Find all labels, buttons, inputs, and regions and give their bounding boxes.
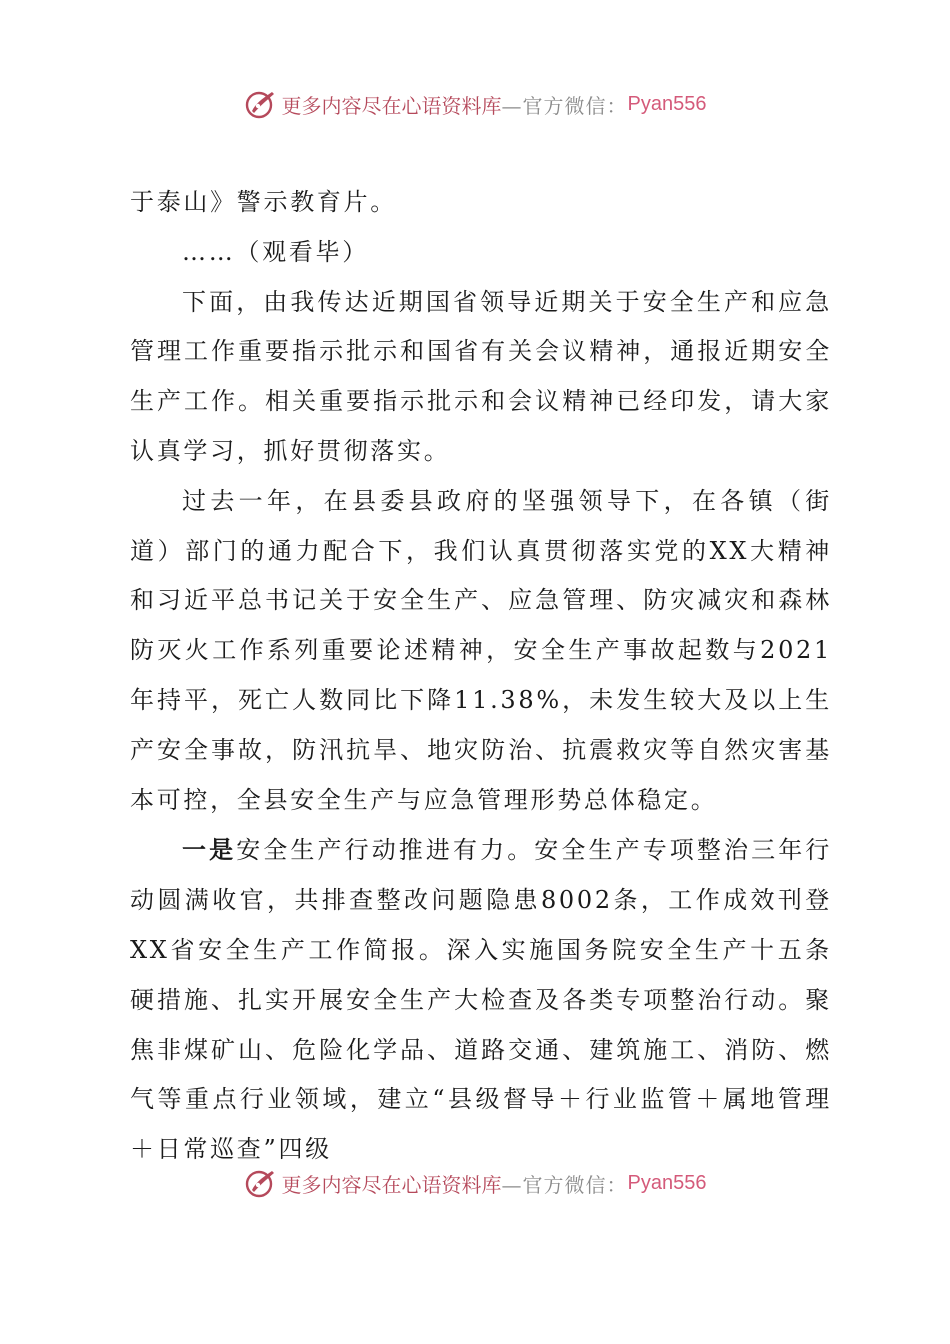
paragraph-5-text: 安全生产行动推进有力。安全生产专项整治三年行动圆满收官，共排查整改问题隐患8002条，工作成效刊登XX省安全生产工作简报。深入实施国务院安全生产十五条硬措施、扎实开展安全生产大检查及各类专项整治行动。聚焦非煤矿山、危险化学品、道路交通、建筑施工、消防、燃气等重点行业领域，建立“县级督导＋行业监管＋属地管理＋日常巡查”四级	[130, 836, 832, 1164]
paragraph-1-text: 于泰山》警示教育片。	[130, 188, 397, 216]
watermark-wechat-label: —官方微信：	[501, 1172, 628, 1197]
paragraph-3	[130, 278, 832, 477]
paragraph-1	[130, 178, 832, 228]
paragraph-3-text: 下面，由我传达近期国省领导近期关于安全生产和应急管理工作重要指示批示和国省有关会议精神，通报近期安全生产工作。相关重要指示批示和会议精神已经印发，请大家认真学习，抓好贯彻落实。	[130, 287, 832, 465]
paragraph-5-lead: 一是	[182, 835, 237, 865]
watermark-wechat-id: Pyan556	[627, 1171, 707, 1194]
footer-watermark	[0, 1163, 950, 1203]
pen-logo-icon	[244, 87, 278, 121]
paragraph-5	[130, 825, 832, 1175]
watermark-wechat-label: —官方微信：	[501, 93, 628, 118]
watermark-site-name: 更多内容尽在心语资料库	[281, 1172, 502, 1197]
pen-logo-icon	[244, 1166, 278, 1200]
watermark-wechat-id: Pyan556	[627, 92, 707, 115]
watermark-site-name: 更多内容尽在心语资料库	[281, 93, 502, 118]
document-body	[130, 178, 832, 1175]
paragraph-4	[130, 477, 832, 826]
paragraph-4-text: 过去一年，在县委县政府的坚强领导下，在各镇（街道）部门的通力配合下，我们认真贯彻落实党的XX大精神和习近平总书记关于安全生产、应急管理、防灾减灾和森林防灭火工作系列重要论述精神，安全生产事故起数与2021年持平，死亡人数同比下降11.38%，未发生较大及以上生产安全事故，防汛抗旱、地灾防治、抗震救灾等自然灾害基本可控，全县安全生产与应急管理形势总体稳定。	[130, 486, 832, 814]
paragraph-2	[130, 228, 832, 278]
header-watermark	[0, 84, 950, 124]
paragraph-2-text: ……（观看毕）	[182, 237, 369, 266]
